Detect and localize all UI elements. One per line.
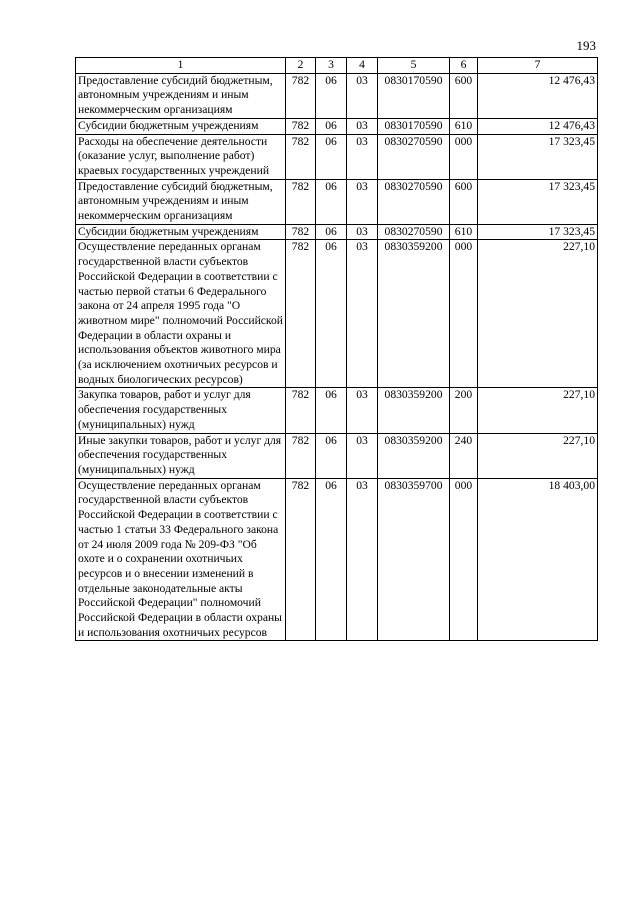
row-gr: 782 [286, 240, 316, 388]
row-sum: 227,10 [478, 388, 598, 433]
row-csr: 0830359200 [378, 388, 450, 433]
table-row [76, 73, 598, 118]
row-vr: 000 [450, 478, 478, 641]
row-vr: 600 [450, 179, 478, 224]
header-col-1: 1 [76, 58, 286, 74]
row-sum: 18 403,00 [478, 478, 598, 641]
row-csr: 0830170590 [378, 73, 450, 118]
row-rz: 06 [316, 240, 347, 388]
row-rz: 06 [316, 73, 347, 118]
row-name: Иные закупки товаров, работ и услуг для обеспечения государственных (муниципальных) нужд [76, 433, 286, 478]
row-rz: 06 [316, 478, 347, 641]
header-col-5: 5 [378, 58, 450, 74]
row-csr: 0830359200 [378, 240, 450, 388]
row-sum: 227,10 [478, 433, 598, 478]
row-pr: 03 [347, 478, 378, 641]
row-sum: 17 323,45 [478, 179, 598, 224]
row-name: Расходы на обеспечение деятельности (оказание услуг, выполнение работ) краевых государственных учреждений [76, 134, 286, 179]
row-pr: 03 [347, 118, 378, 134]
table-row [76, 179, 598, 224]
row-gr: 782 [286, 224, 316, 240]
row-vr: 610 [450, 224, 478, 240]
row-rz: 06 [316, 179, 347, 224]
row-pr: 03 [347, 224, 378, 240]
row-sum: 227,10 [478, 240, 598, 388]
row-rz: 06 [316, 224, 347, 240]
row-csr: 0830270590 [378, 134, 450, 179]
row-pr: 03 [347, 388, 378, 433]
row-vr: 610 [450, 118, 478, 134]
table-row [76, 388, 598, 433]
row-pr: 03 [347, 179, 378, 224]
row-name: Предоставление субсидий бюджетным, автономным учреждениям и иным некоммерческим организациям [76, 179, 286, 224]
row-name: Предоставление субсидий бюджетным, автономным учреждениям и иным некоммерческим организациям [76, 73, 286, 118]
row-sum: 12 476,43 [478, 73, 598, 118]
header-col-6: 6 [450, 58, 478, 74]
table-row [76, 240, 598, 388]
row-name: Субсидии бюджетным учреждениям [76, 224, 286, 240]
row-vr: 000 [450, 240, 478, 388]
row-csr: 0830359700 [378, 478, 450, 641]
table-row [76, 478, 598, 641]
row-pr: 03 [347, 240, 378, 388]
row-csr: 0830359200 [378, 433, 450, 478]
header-row [76, 58, 598, 74]
row-name: Осуществление переданных органам государственной власти субъектов Российской Федерации в соответствии с частью 1 статьи 33 Федерального закона от 24 июля 2009 года № 209-ФЗ "Об охоте и о сохранении охотничьих ресурсов и о внесении изменений в отдельные законодательные акты Российской Федерации" полномочий Российской Федерации в области охраны и использования охотничьих ресурсов [76, 478, 286, 641]
row-pr: 03 [347, 73, 378, 118]
row-vr: 000 [450, 134, 478, 179]
row-gr: 782 [286, 179, 316, 224]
row-gr: 782 [286, 134, 316, 179]
row-csr: 0830270590 [378, 179, 450, 224]
row-sum: 17 323,45 [478, 134, 598, 179]
row-gr: 782 [286, 118, 316, 134]
row-name: Осуществление переданных органам государственной власти субъектов Российской Федерации в соответствии с частью первой статьи 6 Федерального закона от 24 апреля 1995 года "О животном мире" полномочий Российской Федерации в области охраны и использования объектов животного мира (за исключением охотничьих ресурсов и водных биологических ресурсов) [76, 240, 286, 388]
row-name: Закупка товаров, работ и услуг для обеспечения государственных (муниципальных) нужд [76, 388, 286, 433]
row-gr: 782 [286, 478, 316, 641]
row-pr: 03 [347, 433, 378, 478]
header-col-3: 3 [316, 58, 347, 74]
header-col-4: 4 [347, 58, 378, 74]
row-vr: 600 [450, 73, 478, 118]
header-col-7: 7 [478, 58, 598, 74]
row-csr: 0830270590 [378, 224, 450, 240]
row-rz: 06 [316, 388, 347, 433]
budget-table [75, 57, 598, 641]
table-row [76, 224, 598, 240]
row-csr: 0830170590 [378, 118, 450, 134]
row-sum: 17 323,45 [478, 224, 598, 240]
page-number: 193 [576, 38, 596, 53]
row-name: Субсидии бюджетным учреждениям [76, 118, 286, 134]
row-gr: 782 [286, 433, 316, 478]
row-gr: 782 [286, 73, 316, 118]
row-gr: 782 [286, 388, 316, 433]
row-rz: 06 [316, 118, 347, 134]
row-vr: 240 [450, 433, 478, 478]
row-rz: 06 [316, 134, 347, 179]
row-sum: 12 476,43 [478, 118, 598, 134]
table-row [76, 134, 598, 179]
row-rz: 06 [316, 433, 347, 478]
row-pr: 03 [347, 134, 378, 179]
table-row [76, 433, 598, 478]
row-vr: 200 [450, 388, 478, 433]
header-col-2: 2 [286, 58, 316, 74]
table-row [76, 118, 598, 134]
